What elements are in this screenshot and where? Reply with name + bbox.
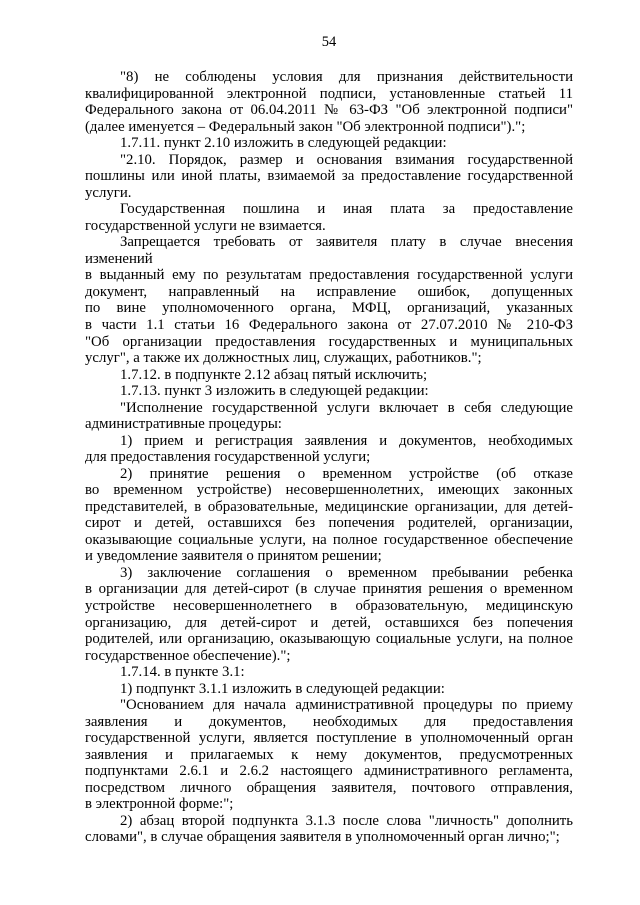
- paragraph: [85, 135, 573, 152]
- text-line: устройстве несовершеннолетнего в образовательную, медицинскую: [85, 598, 573, 614]
- text-line: "2.10. Порядок, размер и основания взимания государственной: [120, 151, 573, 168]
- text-line: в организации для детей-сирот (в случае принятия решения о временном: [85, 581, 573, 598]
- text-line: для предоставления государственной услуги;: [85, 449, 371, 466]
- paragraph: [85, 400, 573, 433]
- text-line: в электронной форме:";: [85, 796, 234, 813]
- text-line: услуги.: [85, 184, 132, 201]
- text-line: "8) не соблюдены условия для признания действительности: [120, 69, 573, 85]
- paragraph: [85, 367, 573, 384]
- text-line: подпунктами 2.6.1 и 2.6.2 настоящего административного регламента,: [85, 763, 573, 780]
- text-line: сирот и детей, оставшихся без попечения родителей, организации,: [85, 515, 573, 532]
- text-line: (далее именуется – Федеральный закон "Об электронной подписи").";: [85, 118, 526, 135]
- text-line: в части 1.1 статьи 16 Федерального закона от 27.07.2010 № 210-ФЗ: [85, 316, 573, 333]
- text-line: документ, направленный на исправление ошибок, допущенных: [85, 283, 573, 300]
- text-line: посредством личного обращения заявителя, почтового отправления,: [85, 779, 573, 796]
- paragraph: [85, 433, 573, 466]
- paragraph: [85, 69, 573, 135]
- text-line: в выданный ему по результатам предоставления государственной услуги: [85, 267, 573, 284]
- page-number: 54: [321, 34, 337, 50]
- paragraph: [85, 664, 573, 681]
- paragraph: [85, 565, 573, 664]
- paragraph: [85, 201, 573, 234]
- text-line: "Об организации предоставления государственных и муниципальных: [85, 333, 573, 350]
- text-line: родителей, или организацию, оказывающую социальные услуги, на полное: [85, 631, 573, 648]
- paragraph: [85, 681, 573, 698]
- text-line: словами", в случае обращения заявителя в уполномоченный орган лично;";: [85, 829, 560, 846]
- text-line: квалифицированной электронной подписи, установленные статьей 11: [85, 85, 573, 102]
- text-line: Запрещается требовать от заявителя плату в случае внесения изменений: [85, 234, 573, 267]
- text-line: 1.7.13. пункт 3 изложить в следующей редакции:: [120, 383, 429, 400]
- paragraph: [85, 234, 573, 366]
- paragraph: [85, 697, 573, 813]
- text-line: "Исполнение государственной услуги включает в себя следующие: [120, 399, 573, 416]
- text-line: по вине уполномоченного органа, МФЦ, организаций, указанных: [85, 300, 573, 317]
- text-line: государственное обеспечение).";: [85, 647, 291, 664]
- text-line: 1.7.14. в пункте 3.1:: [120, 664, 245, 681]
- text-line: и уведомление заявителя о принятом решении;: [85, 548, 382, 565]
- text-line: 1.7.11. пункт 2.10 изложить в следующей редакции:: [120, 135, 447, 152]
- text-line: 2) абзац второй подпункта 3.1.3 после слова "личность" дополнить: [120, 812, 573, 829]
- document-body: [85, 69, 573, 846]
- text-line: государственной услуги, является поступление в уполномоченный орган: [85, 730, 573, 747]
- paragraph: [85, 466, 573, 565]
- paragraph: [85, 813, 573, 846]
- text-line: 1) прием и регистрация заявления и документов, необходимых: [120, 432, 573, 449]
- text-line: государственной услуги не взимается.: [85, 217, 326, 234]
- text-line: услуг", а также их должностных лиц, служащих, работников.";: [85, 350, 482, 367]
- text-line: 1.7.12. в подпункте 2.12 абзац пятый исключить;: [120, 366, 428, 383]
- text-line: 1) подпункт 3.1.1 изложить в следующей редакции:: [120, 680, 445, 697]
- text-line: пошлины или иной платы, взимаемой за предоставление государственной: [85, 168, 573, 185]
- text-line: Федерального закона от 06.04.2011 № 63-ФЗ "Об электронной подписи": [85, 102, 573, 119]
- paragraph: [85, 383, 573, 400]
- paragraph: [85, 152, 573, 202]
- text-line: 2) принятие решения о временном устройстве (об отказе: [120, 465, 573, 482]
- text-line: во временном устройстве) несовершеннолетних, имеющих законных: [85, 482, 573, 499]
- text-line: организацию, для детей-сирот и детей, оставшихся без попечения: [85, 614, 573, 631]
- text-line: заявления и документов, необходимых для предоставления: [85, 713, 573, 730]
- text-line: заявления и прилагаемых к нему документов, предусмотренных: [85, 746, 573, 763]
- text-line: 3) заключение соглашения о временном пребывании ребенка: [120, 564, 573, 581]
- text-line: Государственная пошлина и иная плата за предоставление: [120, 201, 573, 218]
- text-line: "Основанием для начала административной процедуры по приему: [120, 697, 573, 714]
- text-line: представителей, в образовательные, медицинские организации, для детей-: [85, 498, 573, 515]
- text-line: оказывающие социальные услуги, на полное государственное обеспечение: [85, 531, 573, 548]
- text-line: административные процедуры:: [85, 416, 282, 433]
